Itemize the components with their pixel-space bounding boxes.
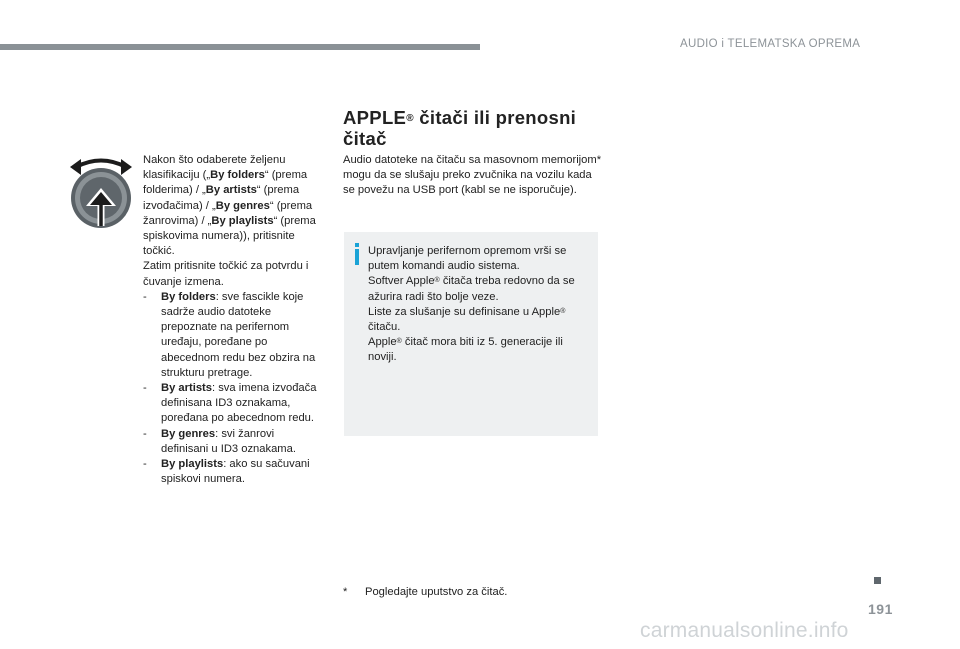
rotary-knob-icon (66, 150, 136, 234)
info-line: Upravljanje perifernom opremom vrši se putem komandi audio sistema. (368, 245, 567, 273)
bullet-dash: - (143, 458, 147, 471)
list-item-text (161, 427, 321, 457)
text-span: Nakon što odaberete željenu klasifikaciju („ (143, 154, 286, 182)
bullet-dash: - (143, 382, 147, 395)
header-bar (0, 44, 480, 50)
list-item (143, 290, 321, 381)
list-item-term: By playlists (161, 458, 224, 471)
section-header-title: AUDIO i TELEMATSKA OPREMA (680, 38, 861, 50)
left-column (143, 153, 321, 487)
text-span: “ (prema izvođačima) / „ (143, 184, 300, 212)
list-item-desc: : svi žanrovi definisani u ID3 oznakama. (161, 427, 296, 455)
bullet-dash: - (143, 427, 147, 440)
footnote-marker: * (343, 586, 348, 598)
registered-mark: ® (434, 277, 440, 285)
text-span: Softver Apple (368, 275, 435, 288)
text-span: “ (prema spiskovima numera)), pritisnite točkić. (143, 214, 316, 258)
footnote-text: Pogledajte uputstvo za čitač. (365, 586, 508, 598)
text-span: “ (prema žanrovima) / „ (143, 199, 313, 227)
info-line (368, 305, 594, 335)
registered-mark: ® (560, 307, 566, 315)
list-item (143, 427, 321, 457)
bullet-dash: - (143, 290, 147, 303)
footnote (343, 585, 603, 600)
list-item-desc: : ako su sačuvani spiskovi numera. (161, 458, 310, 486)
watermark: carmanualsonline.info (640, 619, 849, 642)
list-item-text (161, 290, 321, 381)
list-item-term: By artists (161, 382, 212, 395)
term-by-artists: By artists (205, 184, 257, 197)
list-item-term: By genres (161, 427, 216, 440)
info-box (344, 232, 598, 436)
end-of-section-marker (874, 577, 881, 584)
info-text (368, 244, 594, 366)
text-span: Liste za slušanje su definisane u Apple (368, 305, 561, 318)
list-item-desc: : sve fascikle koje sadrže audio datoteke prepoznate na perifernom uređaju, poređane po abecednom redu bez obzira na strukturu pretrage. (161, 290, 316, 379)
text-span: čitaču. (368, 321, 401, 334)
heading-part: čitači ili prenosni čitač (343, 107, 577, 149)
confirm-paragraph: Zatim pritisnite točkić za potvrdu i čuvanje izmena. (143, 260, 309, 288)
page-number: 191 (868, 601, 893, 617)
info-line (368, 274, 594, 304)
text-span: “ (prema folderima) / „ (143, 169, 308, 197)
section-heading (343, 107, 603, 149)
list-item-term: By folders (161, 290, 216, 303)
list-item-text (161, 381, 321, 427)
term-by-genres: By genres (215, 199, 270, 212)
text-span: čitača treba redovno da se ažurira radi što bolje veze. (368, 275, 575, 303)
registered-mark: ® (406, 113, 414, 124)
term-by-playlists: By playlists (211, 214, 274, 227)
intro-paragraph: Audio datoteke na čitaču sa masovnom memorijom* mogu da se slušaju preko zvučnika na vozilu kada se povežu na USB port (kabl se ne isporučuje). (343, 154, 602, 197)
term-by-folders: By folders (210, 169, 265, 182)
heading-part: APPLE (343, 107, 407, 128)
list-item-desc: : sva imena izvođača definisana ID3 oznakama, poređana po abecednom redu. (161, 382, 317, 425)
registered-mark: ® (396, 338, 402, 346)
list-item-text (161, 457, 321, 487)
info-icon (353, 243, 369, 265)
text-span: Apple (368, 336, 397, 349)
list-item (143, 381, 321, 427)
classification-paragraph (143, 153, 321, 259)
info-line (368, 335, 594, 365)
text-span: čitač mora biti iz 5. generacije ili noviji. (368, 336, 563, 364)
list-item (143, 457, 321, 487)
